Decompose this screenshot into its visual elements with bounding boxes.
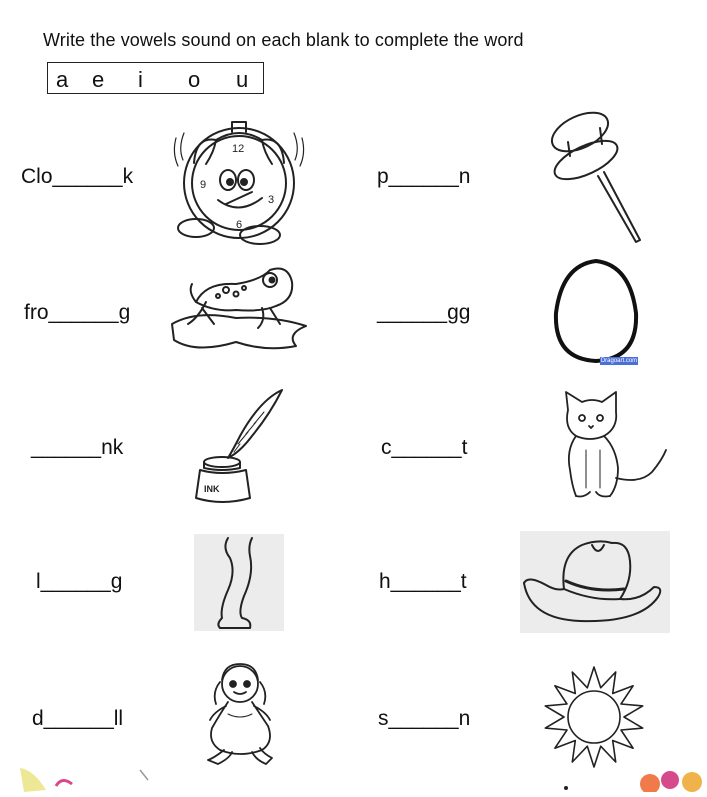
instruction-text: Write the vowels sound on each blank to complete the word bbox=[43, 30, 524, 50]
word-sun: s______n bbox=[378, 707, 471, 730]
word-ink: ______nk bbox=[31, 436, 124, 459]
doll-picture bbox=[190, 658, 290, 768]
word-frog: fro______g bbox=[24, 301, 131, 324]
hat-picture bbox=[520, 531, 670, 633]
vowel-box bbox=[47, 62, 264, 94]
push-pin-picture bbox=[540, 108, 644, 246]
vowel-o: o bbox=[188, 67, 201, 92]
word-leg: l______g bbox=[36, 570, 123, 593]
footer-decoration bbox=[0, 766, 707, 792]
cat-picture bbox=[556, 388, 670, 500]
svg-text:3: 3 bbox=[268, 194, 275, 206]
egg-caption: Dragoart.com bbox=[600, 358, 638, 364]
svg-text:9: 9 bbox=[200, 179, 207, 191]
sun-picture bbox=[540, 664, 648, 770]
word-egg: ______gg bbox=[377, 301, 471, 324]
frog-picture bbox=[166, 262, 312, 356]
ink-bottle-picture bbox=[190, 386, 286, 508]
ink-label: INK bbox=[204, 484, 220, 494]
vowel-u: u bbox=[236, 67, 249, 92]
word-hat: h______t bbox=[379, 570, 467, 593]
leg-picture bbox=[194, 534, 284, 631]
word-cat: c______t bbox=[381, 436, 468, 459]
word-doll: d______ll bbox=[32, 707, 124, 730]
svg-text:12: 12 bbox=[232, 143, 245, 155]
vowel-e: e bbox=[92, 67, 105, 92]
word-pin: p______n bbox=[377, 165, 471, 188]
egg-picture bbox=[550, 255, 642, 367]
word-clock: Clo______k bbox=[21, 165, 134, 188]
vowel-a: a bbox=[56, 67, 69, 92]
svg-text:6: 6 bbox=[236, 219, 243, 231]
vowel-i: i bbox=[138, 67, 143, 92]
alarm-clock-picture bbox=[166, 108, 312, 246]
